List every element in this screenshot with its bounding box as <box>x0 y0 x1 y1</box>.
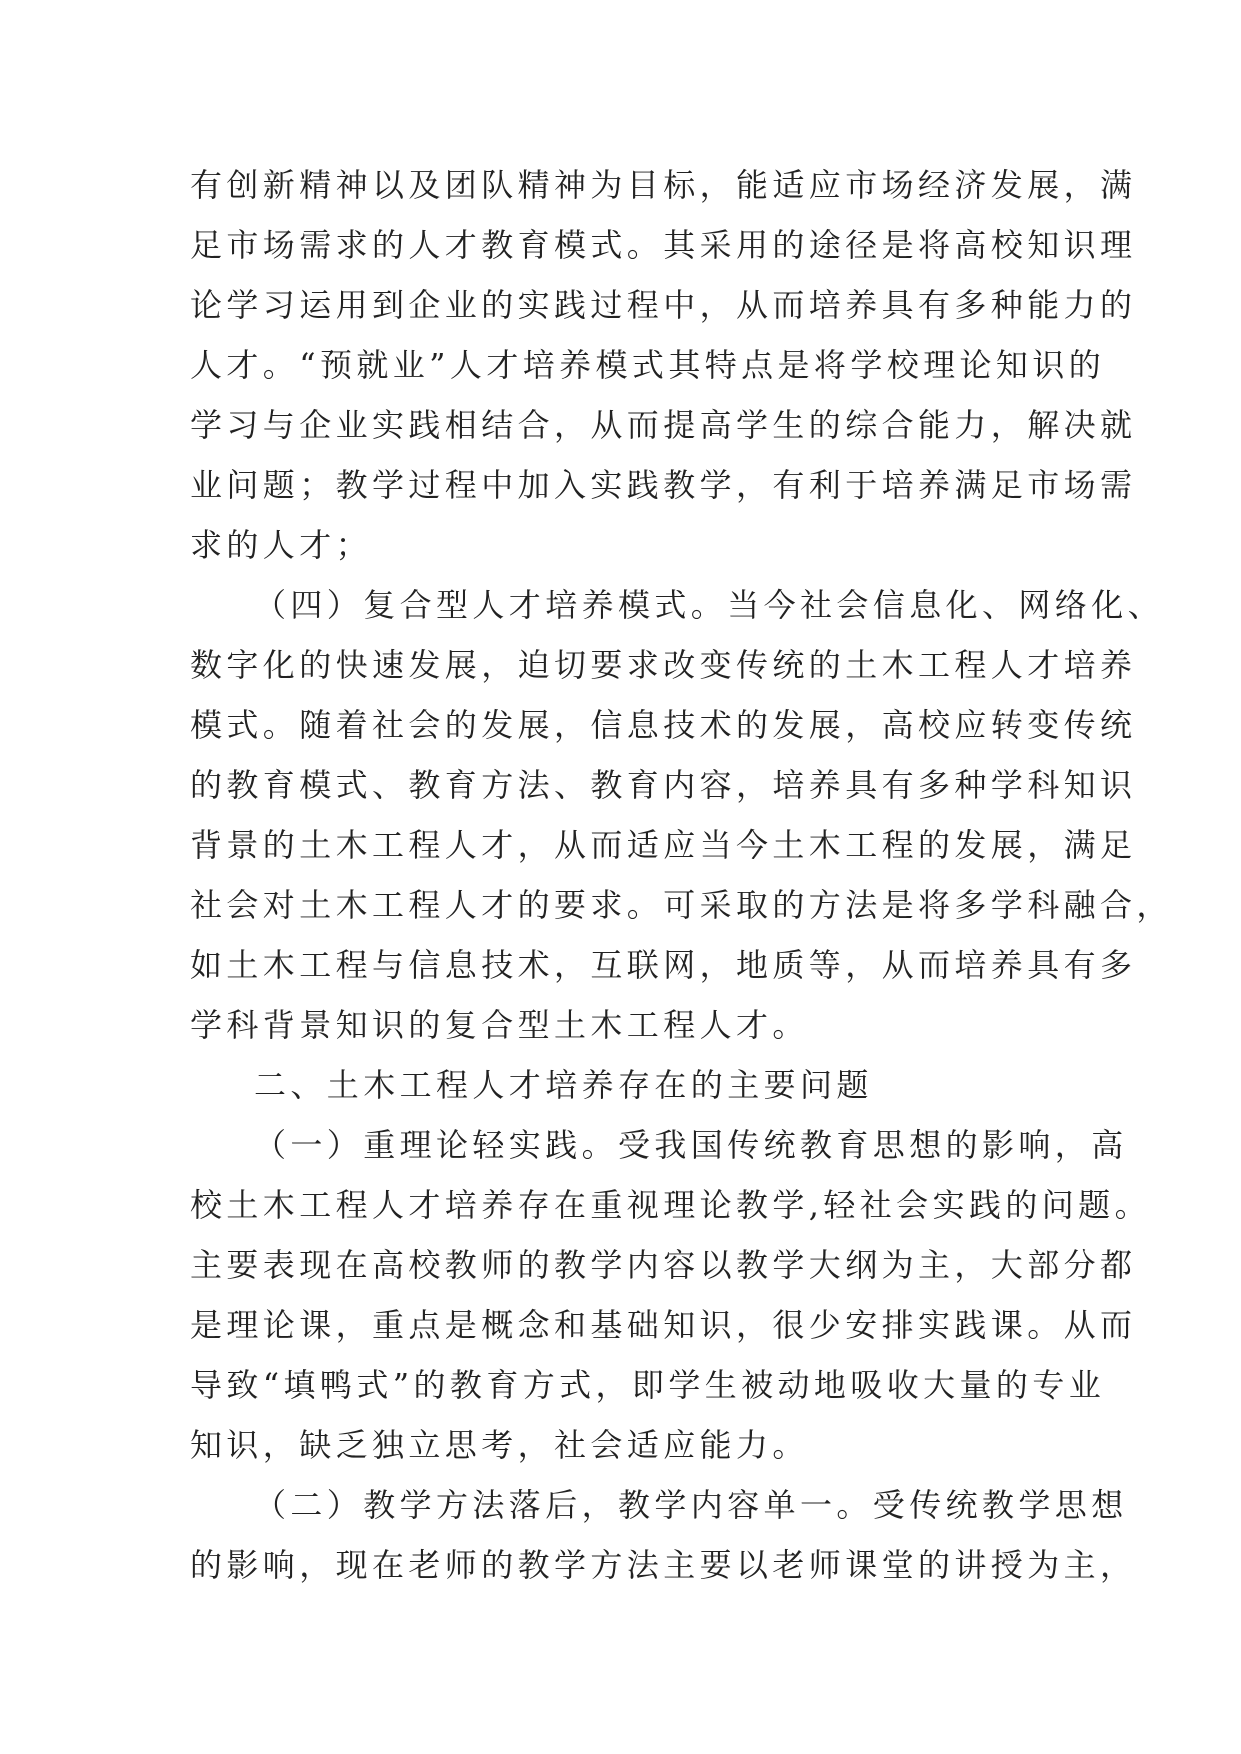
text-line: 校土木工程人才培养存在重视理论教学,轻社会实践的问题。 <box>190 1186 1151 1224</box>
text-line: 论学习运用到企业的实践过程中，从而培养具有多种能力的 <box>190 286 1137 324</box>
text-line: 主要表现在高校教师的教学内容以教学大纲为主，大部分都 <box>190 1246 1137 1284</box>
text-line: 背景的土木工程人才，从而适应当今土木工程的发展，满足 <box>190 826 1137 864</box>
text-line: 有创新精神以及团队精神为目标，能适应市场经济发展，满 <box>190 166 1137 204</box>
text-line: 知识，缺乏独立思考，社会适应能力。 <box>190 1426 809 1464</box>
text-line: 学科背景知识的复合型土木工程人才。 <box>190 1006 809 1044</box>
text-line: 足市场需求的人才教育模式。其采用的途径是将高校知识理 <box>190 226 1137 264</box>
paragraph-start-line: （二）教学方法落后，教学内容单一。受传统教学思想 <box>254 1486 1128 1524</box>
text-line: 数字化的快速发展，迫切要求改变传统的土木工程人才培养 <box>190 646 1137 684</box>
text-line: 求的人才； <box>190 526 373 564</box>
section-heading: 二、土木工程人才培养存在的主要问题 <box>254 1066 873 1104</box>
paragraph-start-line: （四）复合型人才培养模式。当今社会信息化、网络化、 <box>254 586 1165 624</box>
text-line: 是理论课，重点是概念和基础知识，很少安排实践课。从而 <box>190 1306 1137 1344</box>
text-line: 业问题；教学过程中加入实践教学，有利于培养满足市场需 <box>190 466 1137 504</box>
text-line: 人才。“预就业”人才培养模式其特点是将学校理论知识的 <box>190 346 1106 384</box>
text-line: 模式。随着社会的发展，信息技术的发展，高校应转变传统 <box>190 706 1137 744</box>
paragraph-start-line: （一）重理论轻实践。受我国传统教育思想的影响，高 <box>254 1126 1128 1164</box>
text-line: 社会对土木工程人才的要求。可采取的方法是将多学科融合， <box>190 886 1173 924</box>
text-line: 的教育模式、教育方法、教育内容，培养具有多种学科知识 <box>190 766 1137 804</box>
text-line: 如土木工程与信息技术，互联网，地质等，从而培养具有多 <box>190 946 1137 984</box>
text-line: 的影响，现在老师的教学方法主要以老师课堂的讲授为主， <box>190 1546 1137 1584</box>
text-line: 导致“填鸭式”的教育方式，即学生被动地吸收大量的专业 <box>190 1366 1106 1404</box>
body-text <box>190 155 1173 1595</box>
text-line: 学习与企业实践相结合，从而提高学生的综合能力，解决就 <box>190 406 1137 444</box>
